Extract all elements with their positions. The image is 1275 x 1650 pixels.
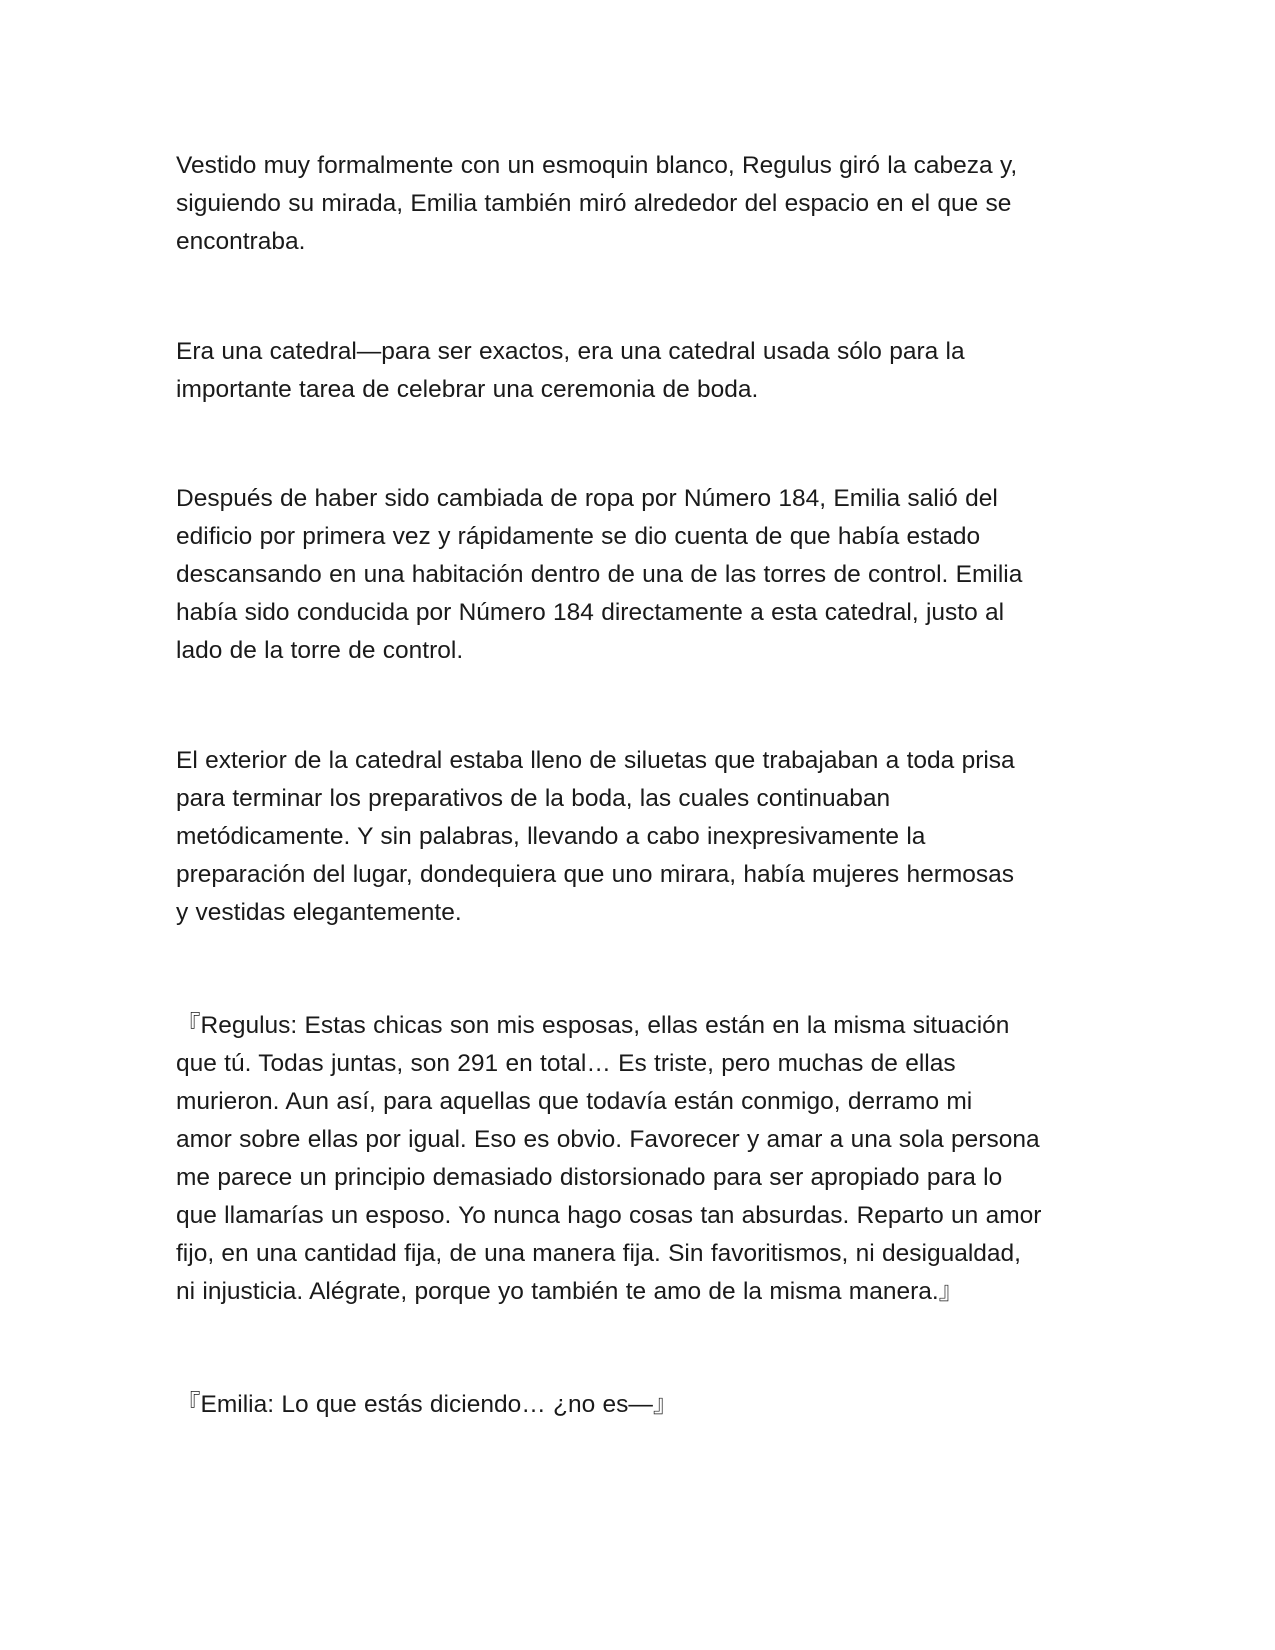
paragraph-1 bbox=[176, 147, 1106, 261]
paragraph-line: fijo, en una cantidad fija, de una manera fija. Sin favoritismos, ni desigualdad, bbox=[176, 1240, 1021, 1267]
paragraph-line: encontraba. bbox=[176, 228, 306, 255]
paragraph-line: 『Regulus: Estas chicas son mis esposas, ellas están en la misma situación bbox=[176, 1012, 1010, 1039]
paragraph-line: siguiendo su mirada, Emilia también miró alrededor del espacio en el que se bbox=[176, 190, 1012, 217]
paragraph-line: ni injusticia. Alégrate, porque yo también te amo de la misma manera.』 bbox=[176, 1278, 964, 1305]
dialogue-emilia bbox=[176, 1386, 1106, 1424]
paragraph-line: descansando en una habitación dentro de una de las torres de control. Emilia bbox=[176, 561, 1023, 588]
paragraph-line: 『Emilia: Lo que estás diciendo… ¿no es—』 bbox=[176, 1391, 678, 1418]
paragraph-line: lado de la torre de control. bbox=[176, 637, 464, 664]
paragraph-line: murieron. Aun así, para aquellas que todavía están conmigo, derramo mi bbox=[176, 1088, 973, 1115]
paragraph-line: y vestidas elegantemente. bbox=[176, 899, 462, 926]
paragraph-line: que llamarías un esposo. Yo nunca hago cosas tan absurdas. Reparto un amor bbox=[176, 1202, 1042, 1229]
paragraph-line: amor sobre ellas por igual. Eso es obvio. Favorecer y amar a una sola persona bbox=[176, 1126, 1040, 1153]
paragraph-line: para terminar los preparativos de la boda, las cuales continuaban bbox=[176, 785, 891, 812]
dialogue-regulus bbox=[176, 1007, 1106, 1311]
paragraph-line: Era una catedral—para ser exactos, era una catedral usada sólo para la bbox=[176, 338, 965, 365]
paragraph-line: preparación del lugar, dondequiera que uno mirara, había mujeres hermosas bbox=[176, 861, 1015, 888]
paragraph-line: Vestido muy formalmente con un esmoquin blanco, Regulus giró la cabeza y, bbox=[176, 152, 1018, 179]
paragraph-line: había sido conducida por Número 184 directamente a esta catedral, justo al bbox=[176, 599, 1005, 626]
paragraph-line: edificio por primera vez y rápidamente se dio cuenta de que había estado bbox=[176, 523, 981, 550]
paragraph-4 bbox=[176, 742, 1106, 932]
paragraph-line: me parece un principio demasiado distorsionado para ser apropiado para lo bbox=[176, 1164, 1003, 1191]
paragraph-line: metódicamente. Y sin palabras, llevando a cabo inexpresivamente la bbox=[176, 823, 926, 850]
paragraph-2 bbox=[176, 333, 1106, 409]
paragraph-line: El exterior de la catedral estaba lleno de siluetas que trabajaban a toda prisa bbox=[176, 747, 1015, 774]
paragraph-line: Después de haber sido cambiada de ropa por Número 184, Emilia salió del bbox=[176, 485, 998, 512]
paragraph-line: importante tarea de celebrar una ceremonia de boda. bbox=[176, 376, 759, 403]
paragraph-line: que tú. Todas juntas, son 291 en total… Es triste, pero muchas de ellas bbox=[176, 1050, 956, 1077]
paragraph-3 bbox=[176, 480, 1106, 670]
